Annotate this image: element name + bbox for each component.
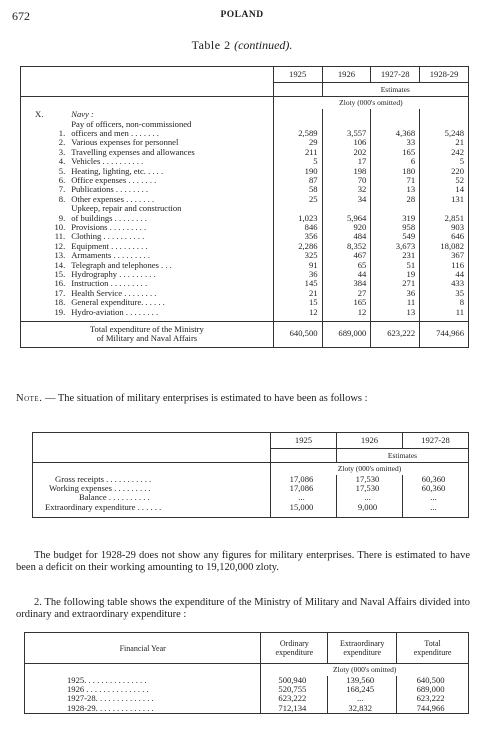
total-header: [397, 633, 469, 664]
cell-value: 2,589: [273, 120, 322, 139]
cell-value: 52: [420, 176, 469, 185]
table-title: [0, 38, 484, 53]
total-value: 640,500: [273, 321, 322, 347]
note-prefix: Note.: [16, 393, 43, 404]
cell-value: 15: [273, 298, 322, 307]
row-number: 4.: [58, 156, 66, 167]
row-label-line: Upkeep, repair and construction: [71, 203, 182, 214]
unit-label: Zloty (000's omitted): [261, 664, 469, 676]
row-label-line: Telegraph and telephones . . .: [71, 259, 172, 270]
row-label-line: Office expenses . . . . . . .: [71, 174, 157, 185]
cell-value: 36: [371, 289, 420, 298]
row-label: 1925. . . . . . . . . . . . . . .: [67, 674, 147, 685]
cell-value: 139,560: [328, 676, 397, 685]
cell-value: 1,023: [273, 204, 322, 223]
cell-value: 13: [371, 308, 420, 317]
row-label-line: Provisions . . . . . . . . .: [71, 221, 147, 232]
table-title-continued: (continued).: [234, 38, 293, 52]
cell-value: 65: [322, 261, 371, 270]
cell-value: 13: [371, 185, 420, 194]
cell-value: 131: [420, 195, 469, 204]
cell-value: 17,530: [337, 475, 403, 484]
total-label-line: Total expenditure of the Ministry: [89, 323, 204, 334]
cell-value: 484: [322, 232, 371, 241]
cell-value: 903: [420, 223, 469, 232]
cell-value: 60,360: [403, 475, 469, 484]
row-number: 11.: [54, 231, 66, 242]
row-label: 1928-29. . . . . . . . . . . . . .: [67, 702, 154, 713]
row-label-line: Pay of officers, non-commissioned: [71, 118, 192, 129]
cell-value: 32: [322, 185, 371, 194]
year-header: 1927-28: [403, 433, 469, 449]
cell-value: 689,000: [397, 685, 469, 694]
row-label: [68, 120, 273, 139]
cell-value: ...: [328, 694, 397, 703]
unit-label: Zloty (000's omitted): [271, 463, 469, 475]
header-line: expenditure: [343, 648, 382, 657]
cell-value: 202: [322, 148, 371, 157]
row-number: 2.: [58, 137, 66, 148]
cell-value: 71: [371, 176, 420, 185]
cell-value: 319: [371, 204, 420, 223]
cell-value: 6: [371, 157, 420, 166]
cell-value: 846: [273, 223, 322, 232]
extraordinary-header: [328, 633, 397, 664]
cell-value: 51: [371, 261, 420, 270]
cell-value: 28: [371, 195, 420, 204]
row-number: 16.: [54, 278, 66, 289]
row-label-line: Health Service . . . . . . . .: [71, 287, 157, 298]
row-number: 14.: [54, 259, 66, 270]
row-label-line: Publications . . . . . . . .: [71, 184, 149, 195]
cell-value: 60,360: [403, 484, 469, 493]
row-label-line: General expenditure. . . . . .: [71, 297, 165, 308]
unit-label: Zloty (000's omitted): [273, 97, 468, 109]
year-header: 1925: [273, 67, 322, 83]
cell-value: 14: [420, 185, 469, 194]
cell-value: 12: [273, 308, 322, 317]
ordinary-header: [261, 633, 328, 664]
row-label: Working expenses . . . . . . . . .: [49, 482, 151, 493]
cell-value: 325: [273, 251, 322, 260]
row-label: Gross receipts . . . . . . . . . . .: [55, 473, 152, 484]
cell-value: 646: [420, 232, 469, 241]
cell-value: 271: [371, 279, 420, 288]
cell-value: 21: [273, 289, 322, 298]
cell-value: 17,086: [271, 484, 337, 493]
header-line: Total: [424, 639, 441, 648]
cell-value: ...: [403, 493, 469, 502]
row-number: 1.: [58, 127, 66, 138]
year-header: 1926: [337, 433, 403, 449]
row-number: 15.: [54, 269, 66, 279]
row-number: 7.: [58, 184, 66, 195]
year-header: 1928-29: [420, 67, 469, 83]
row-number: 13.: [54, 250, 66, 261]
cell-value: 744,966: [397, 704, 469, 714]
row-number: 3.: [58, 146, 66, 157]
cell-value: 8: [420, 298, 469, 307]
running-head: POLAND: [220, 10, 264, 20]
cell-value: 36: [273, 270, 322, 279]
row-number: 17.: [54, 287, 66, 298]
row-label-line: Hydro-aviation . . . . . . . .: [71, 306, 159, 317]
row-number: 9.: [58, 212, 66, 223]
cell-value: 165: [322, 298, 371, 307]
budget-paragraph: The budget for 1928-29 does not show any figures for military enterprises. There is estimated to have been a deficit on their working amounting to 19,120,000 zloty.: [16, 550, 470, 573]
total-label-line: of Military and Naval Affairs: [96, 333, 198, 344]
row-label-line: Armaments . . . . . . . . .: [71, 250, 150, 261]
header-blank: [21, 67, 274, 97]
year-header: 1926: [322, 67, 371, 83]
cell-value: 58: [273, 185, 322, 194]
row-label: Extraordinary expenditure . . . . . .: [45, 501, 162, 512]
cell-value: 34: [322, 195, 371, 204]
table-row: [25, 704, 469, 714]
row-label: 1926 . . . . . . . . . . . . . . .: [67, 683, 149, 694]
row-number: 19.: [54, 306, 66, 317]
row-number: 10.: [54, 221, 66, 232]
row-number: 18.: [54, 297, 66, 308]
cell-value: 8,352: [322, 242, 371, 251]
cell-value: 242: [420, 148, 469, 157]
cell-value: 467: [322, 251, 371, 260]
cell-value: 958: [371, 223, 420, 232]
cell-value: 520,755: [261, 685, 328, 694]
table-row: [21, 204, 469, 223]
cell-value: 2,851: [420, 204, 469, 223]
row-label: Balance . . . . . . . . . .: [79, 492, 150, 503]
cell-value: 623,222: [397, 694, 469, 703]
cell-value: 19: [371, 270, 420, 279]
ordinary-extraordinary-table: [24, 632, 469, 714]
cell-value: 211: [273, 148, 322, 157]
cell-value: 367: [420, 251, 469, 260]
military-enterprises-table: [32, 432, 469, 518]
estimates-header: Estimates: [322, 83, 468, 97]
cell-value: 549: [371, 232, 420, 241]
table-row: [21, 308, 469, 317]
row-label: [68, 308, 273, 317]
cell-value: 3,673: [371, 242, 420, 251]
row-label-line: Heating, lighting, etc. . . . .: [71, 165, 164, 176]
cell-value: 17: [322, 157, 371, 166]
cell-value: 44: [322, 270, 371, 279]
table-row: [33, 503, 469, 512]
cell-value: 9,000: [337, 503, 403, 512]
cell-value: 356: [273, 232, 322, 241]
cell-value: 70: [322, 176, 371, 185]
cell-value: 500,940: [261, 676, 328, 685]
cell-value: 198: [322, 167, 371, 176]
expenditure-intro-paragraph: 2. The following table shows the expenditure of the Ministry of Military and Naval Affairs divided into ordinary and extraordinary expenditure :: [16, 597, 470, 620]
cell-value: 11: [420, 308, 469, 317]
total-label: [21, 321, 274, 347]
section-number: X.: [35, 109, 44, 120]
row-label-line: Equipment . . . . . . . . .: [71, 240, 148, 251]
row-label-line: Other expenses . . . . . . .: [71, 193, 155, 204]
navy-expenditure-table: [20, 66, 469, 348]
cell-value: 25: [273, 195, 322, 204]
cell-value: 11: [371, 298, 420, 307]
row-label-line: Vehicles . . . . . . . . . .: [71, 156, 144, 167]
row-number: 6.: [58, 174, 66, 185]
page-number: 672: [12, 9, 30, 23]
table-title-label: Table 2: [191, 38, 231, 52]
header-line: Ordinary: [279, 639, 309, 648]
cell-value: ...: [271, 493, 337, 502]
row-label-line: Various expenses for personnel: [71, 137, 179, 148]
cell-value: 17,530: [337, 484, 403, 493]
row-label-line: of buildings . . . . . . . .: [71, 212, 147, 223]
cell-value: 87: [273, 176, 322, 185]
cell-value: 180: [371, 167, 420, 176]
cell-value: 433: [420, 279, 469, 288]
row-label-line: Clothing . . . . . . . . . .: [71, 231, 145, 242]
cell-value: 116: [420, 261, 469, 270]
table-row: [21, 120, 469, 139]
cell-value: 32,832: [328, 704, 397, 714]
cell-value: 231: [371, 251, 420, 260]
cell-value: ...: [403, 503, 469, 512]
cell-value: 5,964: [322, 204, 371, 223]
cell-value: 17,086: [271, 475, 337, 484]
cell-value: 165: [371, 148, 420, 157]
cell-value: 5: [420, 157, 469, 166]
cell-value: ...: [337, 493, 403, 502]
cell-value: 35: [420, 289, 469, 298]
cell-value: 15,000: [271, 503, 337, 512]
cell-value: 384: [322, 279, 371, 288]
cell-value: 2,286: [273, 242, 322, 251]
cell-value: 640,500: [397, 676, 469, 685]
note-text: — The situation of military enterprises is estimated to have been as follows :: [42, 393, 368, 404]
total-value: 689,000: [322, 321, 371, 347]
cell-value: 106: [322, 138, 371, 147]
header-line: Extraordinary: [340, 639, 385, 648]
cell-value: 3,557: [322, 120, 371, 139]
year-header: 1927-28: [371, 67, 420, 83]
cell-value: 5,248: [420, 120, 469, 139]
row-number: 8.: [58, 193, 66, 204]
row-label-line: Instruction . . . . . . . . .: [71, 278, 148, 289]
total-value: 744,966: [420, 321, 469, 347]
cell-value: 623,222: [261, 694, 328, 703]
estimates-header: Estimates: [337, 449, 469, 463]
cell-value: 5: [273, 157, 322, 166]
row-number: 12.: [54, 240, 66, 251]
cell-value: 18,082: [420, 242, 469, 251]
row-label: [68, 204, 273, 223]
cell-value: 220: [420, 167, 469, 176]
page-header: [12, 9, 472, 25]
cell-value: 190: [273, 167, 322, 176]
header-line: expenditure: [275, 648, 314, 657]
cell-value: 29: [273, 138, 322, 147]
cell-value: 145: [273, 279, 322, 288]
cell-value: 44: [420, 270, 469, 279]
cell-value: 920: [322, 223, 371, 232]
cell-value: 21: [420, 138, 469, 147]
row-label: 1927-28. . . . . . . . . . . . . .: [67, 693, 154, 704]
cell-value: 712,134: [261, 704, 328, 714]
cell-value: 168,245: [328, 685, 397, 694]
cell-value: 91: [273, 261, 322, 270]
table-header-years: [21, 67, 469, 83]
row-number: 5.: [58, 165, 66, 176]
financial-year-header: Financial Year: [25, 633, 261, 664]
cell-value: 27: [322, 289, 371, 298]
cell-value: 12: [322, 308, 371, 317]
cell-value: 4,368: [371, 120, 420, 139]
section-title: Navy :: [71, 109, 94, 120]
header-line: expenditure: [413, 648, 452, 657]
row-label-line: Hydrography . . . . . . . . .: [71, 269, 156, 279]
total-value: 623,222: [371, 321, 420, 347]
cell-value: 33: [371, 138, 420, 147]
row-label-line: Travelling expenses and allowances: [71, 146, 195, 157]
note-paragraph: [16, 393, 470, 405]
year-header: 1925: [271, 433, 337, 449]
row-label-line: officers and men . . . . . . .: [71, 127, 159, 138]
